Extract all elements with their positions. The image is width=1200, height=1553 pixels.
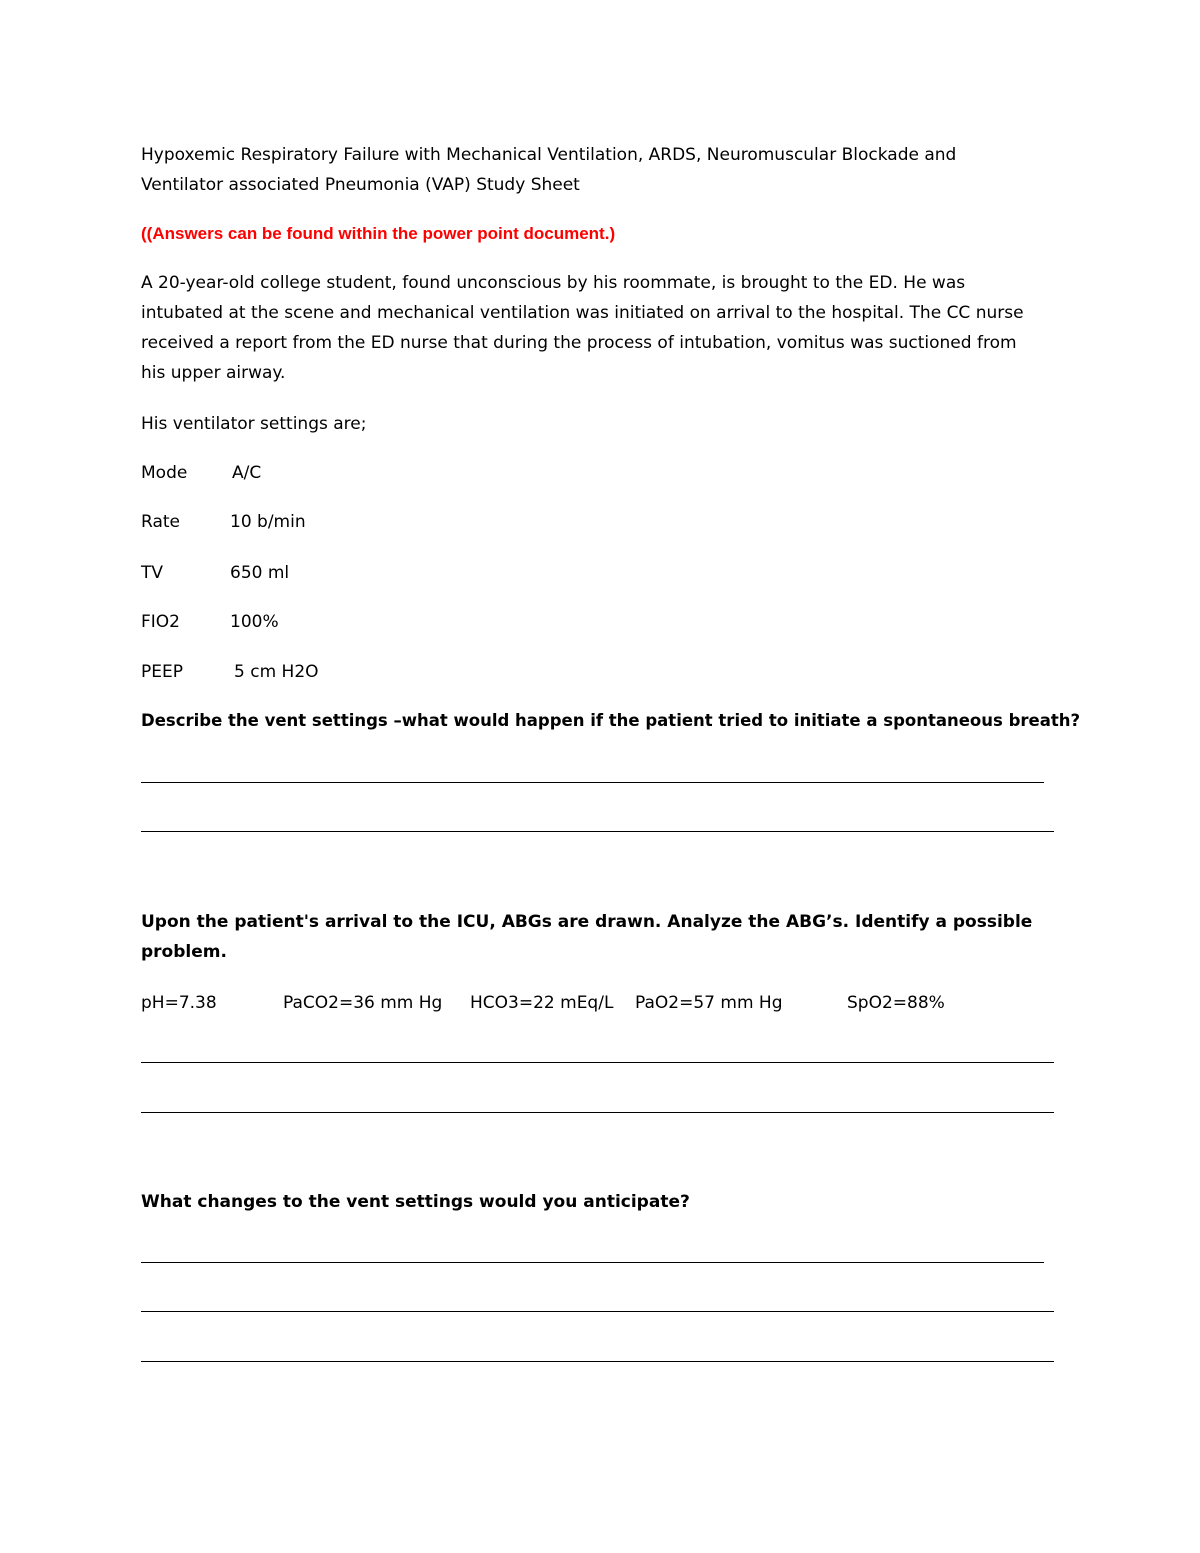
setting-label-peep: PEEP: [141, 662, 183, 682]
case-line-2: intubated at the scene and mechanical ventilation was initiated on arrival to the hospital. The CC nurse: [141, 303, 1024, 323]
answer-line-6[interactable]: [141, 1311, 1054, 1312]
question-vent-settings: Describe the vent settings –what would happen if the patient tried to initiate a spontaneous breath?: [141, 711, 1081, 730]
case-line-4: his upper airway.: [141, 363, 286, 383]
answer-line-2[interactable]: [141, 831, 1054, 832]
question-abg-line-2: problem.: [141, 942, 227, 962]
case-line-3: received a report from the ED nurse that during the process of intubation, vomitus was suctioned from: [141, 333, 1017, 353]
setting-label-tv: TV: [141, 563, 164, 583]
case-line-1: A 20-year-old college student, found unconscious by his roommate, is brought to the ED. He was: [141, 273, 966, 293]
abg-hco3: HCO3=22 mEq/L: [470, 993, 614, 1013]
setting-value-rate: 10 b/min: [230, 512, 306, 532]
settings-intro: His ventilator settings are;: [141, 414, 367, 434]
answers-note: ((Answers can be found within the power point document.): [141, 224, 616, 243]
setting-value-tv: 650 ml: [230, 563, 290, 583]
setting-label-fio2: FIO2: [141, 612, 180, 632]
answer-line-5[interactable]: [141, 1262, 1044, 1263]
question-vent-changes: What changes to the vent settings would you anticipate?: [141, 1192, 690, 1212]
abg-paco2: PaCO2=36 mm Hg: [283, 993, 443, 1013]
setting-label-rate: Rate: [141, 512, 180, 532]
abg-ph: pH=7.38: [141, 993, 217, 1013]
setting-value-mode: A/C: [232, 463, 262, 483]
question-abg-line-1: Upon the patient's arrival to the ICU, ABGs are drawn. Analyze the ABG’s. Identify a possible: [141, 912, 1033, 932]
answer-line-7[interactable]: [141, 1361, 1054, 1362]
setting-value-fio2: 100%: [230, 612, 279, 632]
answer-line-1[interactable]: [141, 782, 1044, 783]
abg-spo2: SpO2=88%: [847, 993, 945, 1013]
title-line-1: Hypoxemic Respiratory Failure with Mechanical Ventilation, ARDS, Neuromuscular Blockade and: [141, 145, 957, 165]
setting-value-peep: 5 cm H2O: [234, 662, 319, 682]
answer-line-3[interactable]: [141, 1062, 1054, 1063]
abg-pao2: PaO2=57 mm Hg: [635, 993, 783, 1013]
answer-line-4[interactable]: [141, 1112, 1054, 1113]
title-line-2: Ventilator associated Pneumonia (VAP) Study Sheet: [141, 175, 580, 195]
setting-label-mode: Mode: [141, 463, 188, 483]
